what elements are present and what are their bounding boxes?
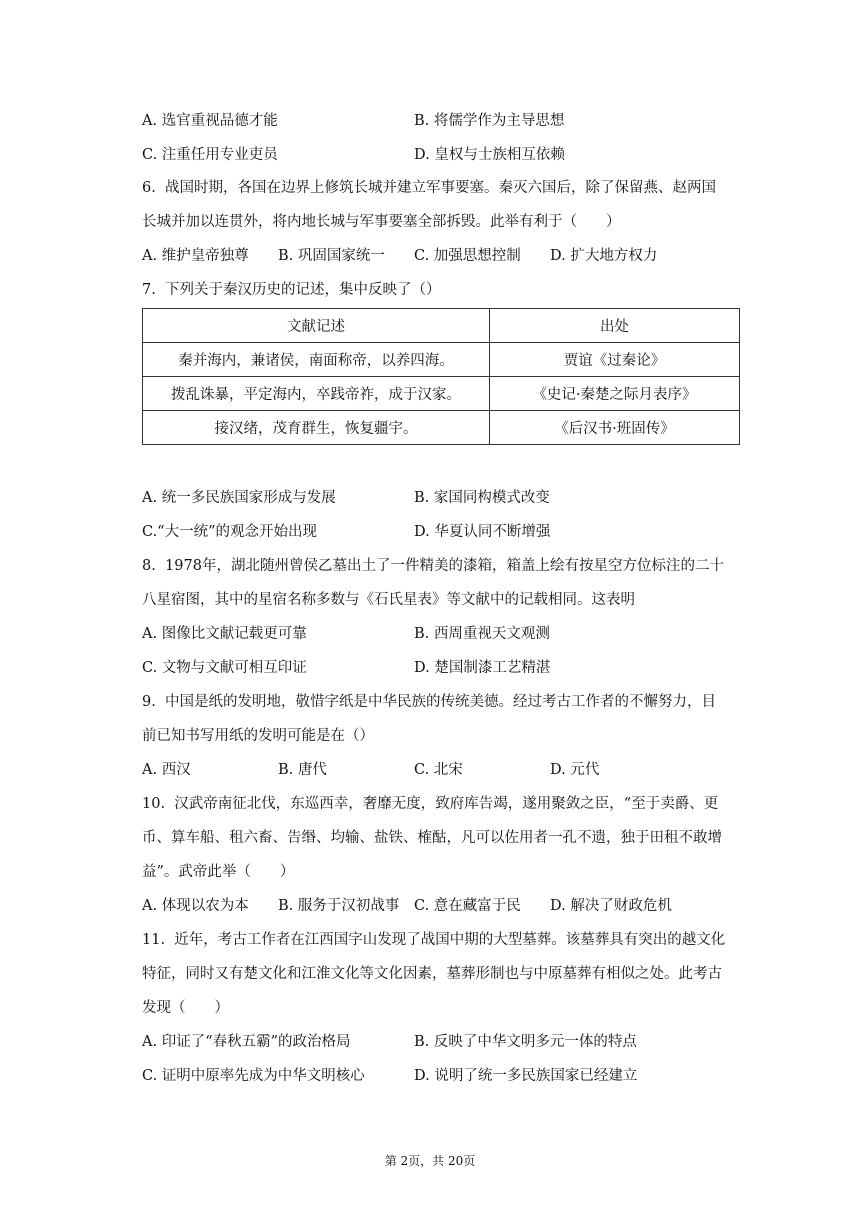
- table-cell-source: 《后汉书·班固传》: [490, 411, 740, 445]
- q8-stem-line-1: 8. 1978年，湖北随州曾侯乙墓出土了一件精美的漆箱，箱盖上绘有按星空方位标注的二十: [142, 558, 724, 574]
- q10-option-c: C. 意在藏富于民: [414, 898, 521, 914]
- q7-option-b: B. 家国同构模式改变: [414, 490, 550, 506]
- q11-stem-line-1: 11. 近年，考古工作者在江西国字山发现了战国中期的大型墓葬。该墓葬具有突出的越文化: [142, 932, 726, 948]
- q10-stem-line-3: 益”。武帝此举（ ）: [142, 864, 295, 880]
- table-cell-text: 接汉绪，茂育群生，恢复疆宇。: [143, 411, 490, 445]
- q9-option-a: A. 西汉: [142, 762, 191, 778]
- q7-option-c: C.“大一统”的观念开始出现: [142, 524, 318, 540]
- q6-stem-line-2: 长城并加以连贯外，将内地长城与军事要塞全部拆毁。此举有利于（ ）: [142, 214, 621, 230]
- table-cell-text: 秦并海内，兼诸侯，南面称帝，以养四海。: [143, 343, 490, 377]
- q11-option-c: C. 证明中原率先成为中华文明核心: [142, 1068, 365, 1084]
- q9-option-d: D. 元代: [550, 762, 600, 778]
- q10-stem-line-2: 币、算车船、租六畜、告缗、均输、盐铁、榷酤，凡可以佐用者一孔不遗，独于田租不敢增: [142, 830, 722, 846]
- q11-option-d: D. 说明了统一多民族国家已经建立: [414, 1068, 638, 1084]
- q9-stem-line-1: 9. 中国是纸的发明地，敬惜字纸是中华民族的传统美德。经过考古工作者的不懈努力，目: [142, 694, 717, 710]
- table-row: [143, 377, 740, 411]
- table-row: [143, 411, 740, 445]
- q5-option-c: C. 注重任用专业吏员: [142, 147, 278, 163]
- q8-option-a: A. 图像比文献记载更可靠: [142, 626, 307, 642]
- q8-stem-line-2: 八星宿图，其中的星宿名称多数与《石氏星表》等文献中的记载相同。这表明: [142, 592, 635, 608]
- q10-option-d: D. 解决了财政危机: [550, 898, 672, 914]
- q6-option-c: C. 加强思想控制: [414, 248, 521, 264]
- q5-option-d: D. 皇权与士族相互依赖: [414, 147, 565, 163]
- q11-stem-line-3: 发现（ ）: [142, 1000, 229, 1016]
- q7-option-d: D. 华夏认同不断增强: [414, 524, 551, 540]
- table-header-row: [143, 309, 740, 343]
- table-cell-text: 拨乱诛暴，平定海内，卒践帝祚，成于汉家。: [143, 377, 490, 411]
- q6-stem-line-1: 6. 战国时期，各国在边界上修筑长城并建立军事要塞。秦灭六国后，除了保留燕、赵两国: [142, 180, 717, 196]
- table-header-cell: 出处: [490, 309, 740, 343]
- q6-option-b: B. 巩固国家统一: [278, 248, 385, 264]
- q9-stem-line-2: 前已知书写用纸的发明可能是在（）: [142, 728, 374, 744]
- q9-option-b: B. 唐代: [278, 762, 327, 778]
- q10-stem-line-1: 10. 汉武帝南征北伐，东巡西幸，奢靡无度，致府库告竭，遂用聚敛之臣，“至于卖爵、更: [142, 796, 719, 812]
- q8-option-b: B. 西周重视天文观测: [414, 626, 550, 642]
- q11-option-a: A. 印证了“春秋五霸”的政治格局: [142, 1034, 351, 1050]
- q7-stem: 7. 下列关于秦汉历史的记述，集中反映了（）: [142, 282, 441, 298]
- q5-option-b: B. 将儒学作为主导思想: [414, 113, 565, 129]
- q5-option-a: A. 选官重视品德才能: [142, 113, 278, 129]
- q8-option-d: D. 楚国制漆工艺精湛: [414, 660, 551, 676]
- q10-option-b: B. 服务于汉初战事: [278, 898, 400, 914]
- q7-citation-table: [142, 308, 740, 445]
- table-header-cell: 文献记述: [143, 309, 490, 343]
- q6-option-d: D. 扩大地方权力: [550, 248, 658, 264]
- q11-option-b: B. 反映了中华文明多元一体的特点: [414, 1034, 637, 1050]
- q8-option-c: C. 文物与文献可相互印证: [142, 660, 307, 676]
- table-row: [143, 343, 740, 377]
- table-cell-source: 《史记·秦楚之际月表序》: [490, 377, 740, 411]
- q11-stem-line-2: 特征，同时又有楚文化和江淮文化等文化因素，墓葬形制也与中原墓葬有相似之处。此考古: [142, 966, 722, 982]
- q6-option-a: A. 维护皇帝独尊: [142, 248, 249, 264]
- q10-option-a: A. 体现以农为本: [142, 898, 249, 914]
- q7-option-a: A. 统一多民族国家形成与发展: [142, 490, 336, 506]
- q9-option-c: C. 北宋: [414, 762, 463, 778]
- page-footer: 第 2页，共 20页: [384, 1154, 476, 1168]
- table-cell-source: 贾谊《过秦论》: [490, 343, 740, 377]
